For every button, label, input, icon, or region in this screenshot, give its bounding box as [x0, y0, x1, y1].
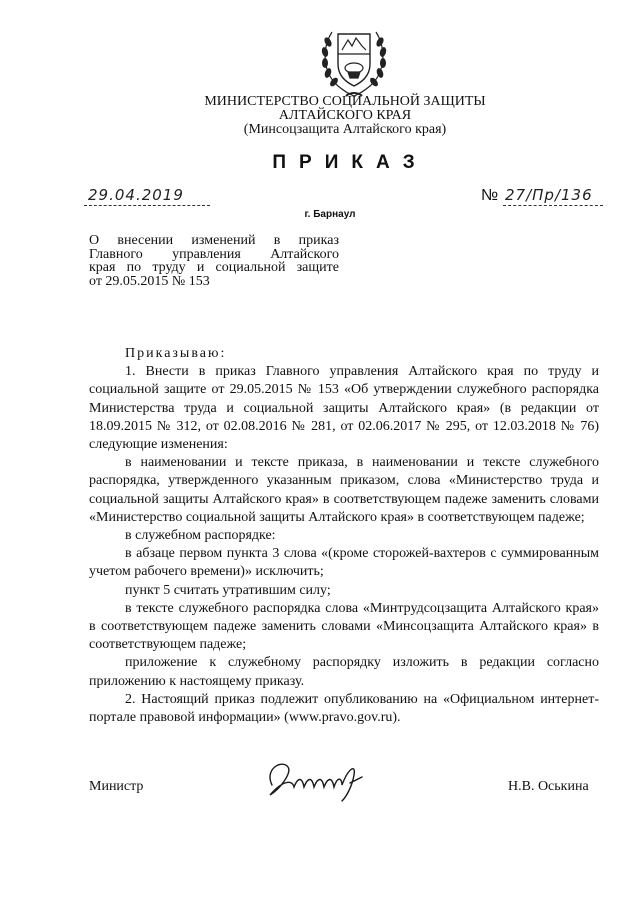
- handwritten-signature: [258, 755, 383, 805]
- document-type-title: ПРИКАЗ: [272, 152, 428, 173]
- order-number: 27/Пр/136: [505, 186, 593, 204]
- order-intro: Приказываю:: [125, 346, 227, 361]
- ministry-short-name: (Минсоцзащита Алтайского края): [243, 122, 447, 137]
- subject-line: от 29.05.2015 № 153: [89, 273, 210, 289]
- subject-line: О внесении изменений в приказ: [89, 233, 339, 248]
- subject-line: края по труду и социальной защите: [89, 260, 339, 275]
- city-name: г. Барнаул: [304, 209, 356, 220]
- ministry-name: МИНИСТЕРСТВО СОЦИАЛЬНОЙ ЗАЩИТЫ: [204, 94, 486, 109]
- body-paragraph: в абзаце первом пункта 3 слова «(кроме сторожей-вахтеров с суммированным учетом рабочего времени)» исключить;: [89, 546, 599, 580]
- subject-line: Главного управления Алтайского: [89, 246, 339, 262]
- body-paragraph: в служебном распорядке:: [125, 528, 276, 544]
- region-name: АЛТАЙСКОГО КРАЯ: [278, 108, 412, 123]
- order-date: 29.04.2019: [88, 186, 184, 204]
- number-underline: [503, 205, 603, 206]
- date-underline: [84, 205, 210, 206]
- body-paragraph: 1. Внести в приказ Главного управления Алтайского края по труду и социальной защите от 29.05.2015 № 153 «Об утверждении служебного распорядка Министерства труда и социальной защиты Алтайского края» (в редакции от 18.09.2015 № 312, от 02.08.2016 № 281, от 02.06.2017 № 295, от 12.03.2018 № 76) следующие изменения:: [89, 364, 599, 453]
- body-paragraph: в наименовании и тексте приказа, в наименовании и тексте служебного распорядка, утвержденного указанным приказом, слова «Министерство труда и социальной защиты Алтайского края» в соответствующем падеже заменить словами «Министерство социальной защиты Алтайского края» в соответствующем падеже;: [89, 455, 599, 525]
- body-paragraph: 2. Настоящий приказ подлежит опубликованию на «Официальном интернет-портале правовой информации» (www.pravo.gov.ru).: [89, 691, 599, 726]
- signer-name: Н.В. Оськина: [508, 779, 589, 794]
- order-subject: [89, 234, 339, 288]
- number-sign: №: [481, 187, 499, 204]
- body-paragraph: в тексте служебного распорядка слова «Минтрудсоцзащита Алтайского края» в соответствующем падеже заменить словами «Минсоцзащита Алтайского края» в соответствующем падеже;: [89, 600, 599, 653]
- coat-of-arms-emblem: [318, 20, 390, 100]
- body-paragraph: приложение к служебному распорядку изложить в редакции согласно приложению к настоящему приказу.: [89, 655, 599, 689]
- order-body: [89, 345, 599, 727]
- body-paragraph: пункт 5 считать утратившим силу;: [125, 582, 331, 598]
- signer-title: Министр: [89, 779, 144, 794]
